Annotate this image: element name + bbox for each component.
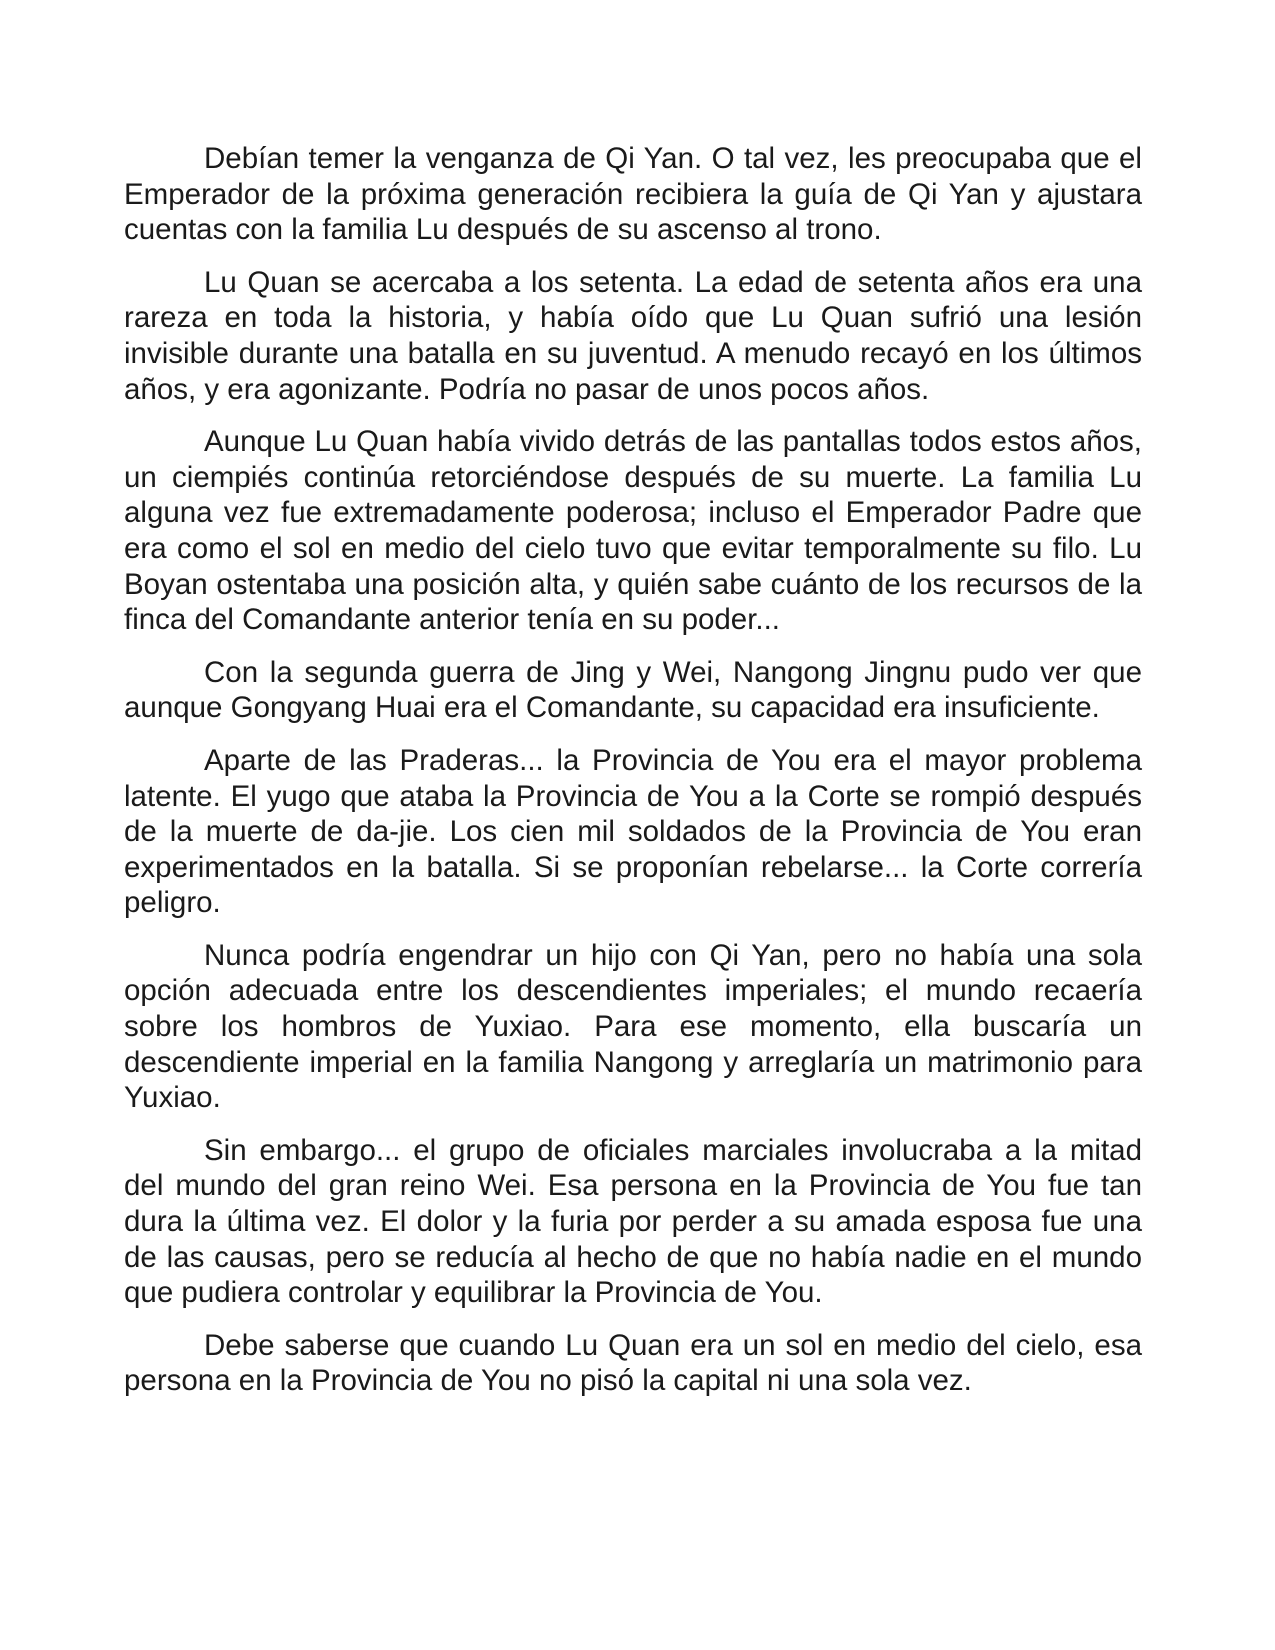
document-page — [124, 141, 1142, 1416]
paragraph-3: Aunque Lu Quan había vivido detrás de las pantallas todos estos años, un ciempiés continúa retorciéndose después de su muerte. La familia Lu alguna vez fue extremadamente poderosa; incluso el Emperador Padre que era como el sol en medio del cielo tuvo que evitar temporalmente su filo. Lu Boyan ostentaba una posición alta, y quién sabe cuánto de los recursos de la finca del Comandante anterior tenía en su poder... — [124, 425, 1142, 637]
paragraph-5: Aparte de las Praderas... la Provincia de You era el mayor problema latente. El yugo que ataba la Provincia de You a la Corte se rompió después de la muerte de da-jie. Los cien mil soldados de la Provincia de You eran experimentados en la batalla. Si se proponían rebelarse... la Corte correría peligro. — [124, 743, 1142, 920]
paragraph-1: Debían temer la venganza de Qi Yan. O tal vez, les preocupaba que el Emperador de la próxima generación recibiera la guía de Qi Yan y ajustara cuentas con la familia Lu después de su ascenso al trono. — [124, 142, 1142, 247]
paragraph-4: Con la segunda guerra de Jing y Wei, Nangong Jingnu pudo ver que aunque Gongyang Huai era el Comandante, su capacidad era insuficiente. — [124, 655, 1142, 725]
paragraph-6: Nunca podría engendrar un hijo con Qi Yan, pero no había una sola opción adecuada entre los descendientes imperiales; el mundo recaería sobre los hombros de Yuxiao. Para ese momento, ella buscaría un descendiente imperial en la familia Nangong y arreglaría un matrimonio para Yuxiao. — [124, 938, 1142, 1115]
paragraph-7: Sin embargo... el grupo de oficiales marciales involucraba a la mitad del mundo del gran reino Wei. Esa persona en la Provincia de You fue tan dura la última vez. El dolor y la furia por perder a su amada esposa fue una de las causas, pero se reducía al hecho de que no había nadie en el mundo que pudiera controlar y equilibrar la Provincia de You. — [124, 1133, 1142, 1310]
paragraph-2: Lu Quan se acercaba a los setenta. La edad de setenta años era una rareza en toda la historia, y había oído que Lu Quan sufrió una lesión invisible durante una batalla en su juventud. A menudo recayó en los últimos años, y era agonizante. Podría no pasar de unos pocos años. — [124, 265, 1142, 406]
paragraph-8: Debe saberse que cuando Lu Quan era un sol en medio del cielo, esa persona en la Provincia de You no pisó la capital ni una sola vez. — [124, 1328, 1142, 1398]
